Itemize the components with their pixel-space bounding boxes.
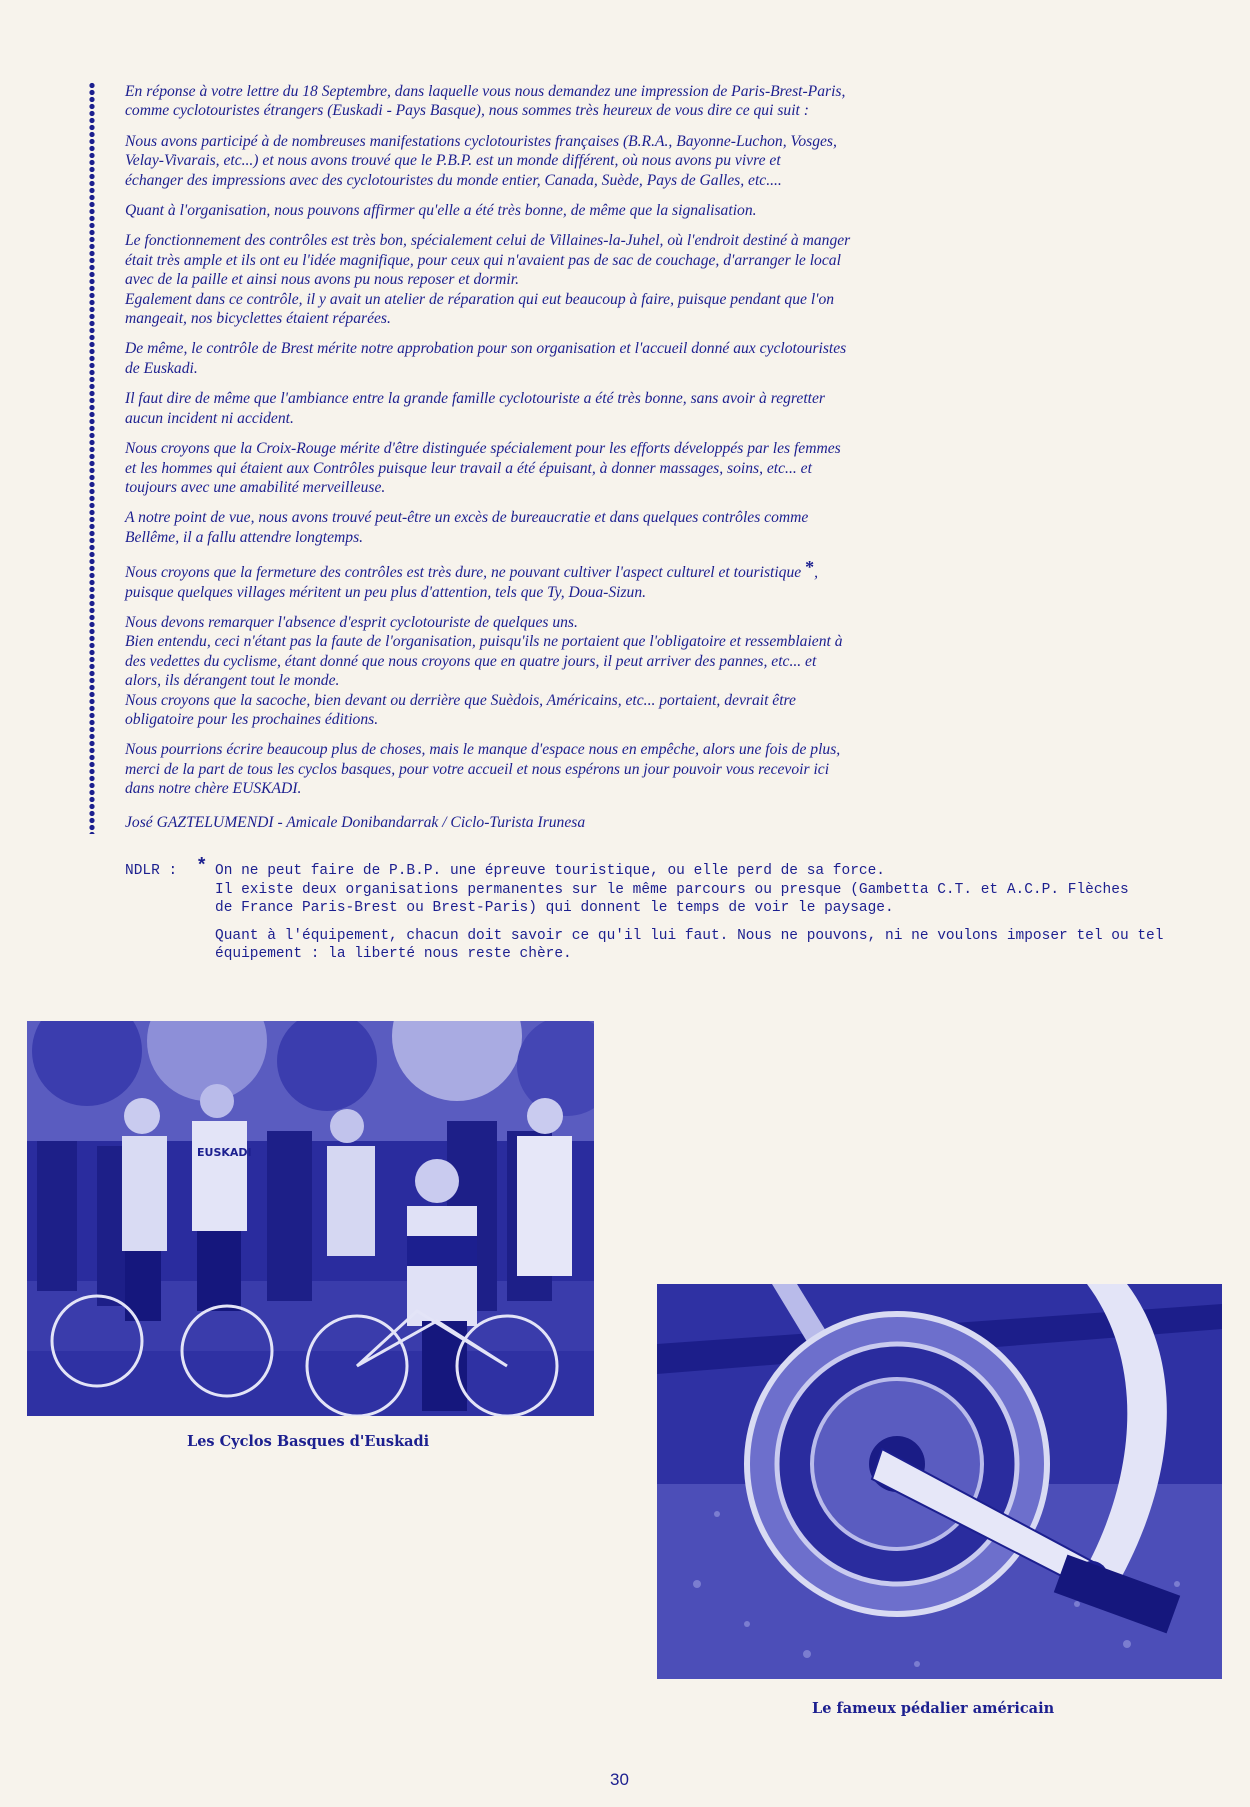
editor-note-body <box>215 862 1175 973</box>
photo-chainring <box>657 1284 1222 1679</box>
footnote-asterisk: * <box>805 557 815 578</box>
editor-note-paragraph: Quant à l'équipement, chacun doit savoir ce qu'il lui faut. Nous ne pouvons, ni ne voulons imposer tel ou tel équipement : la liberté nous reste chère. <box>215 927 1164 963</box>
letter-paragraph: Quant à l'organisation, nous pouvons affirmer qu'elle a été très bonne, de même que la signalisation. <box>125 202 757 220</box>
letter-paragraph: A notre point de vue, nous avons trouvé peut-être un excès de bureaucratie et dans quelques contrôles comme Bellême, il a fallu attendre longtemps. <box>125 509 809 546</box>
photo-basque-cyclists <box>27 1021 594 1416</box>
editor-note-asterisk: * <box>196 855 208 877</box>
letter-signature: José GAZTELUMENDI - Amicale Donibandarrak / Ciclo-Turista Irunesa <box>125 813 586 831</box>
letter-text <box>125 82 1140 843</box>
photo-caption: Le fameux pédalier américain <box>812 1700 1055 1717</box>
letter-paragraph: Nous croyons que la Croix-Rouge mérite d'être distinguée spécialement pour les efforts développés par les femmes et les hommes qui étaient aux Contrôles puisque leur travail a été épuisant, à donner massages, soins, etc... et toujours avec une amabilité merveilleuse. <box>125 440 841 496</box>
editor-note-label: NDLR : <box>125 863 178 879</box>
letter-paragraph: Nous croyons que la fermeture des contrôles est très dure, ne pouvant cultiver l'aspect culturel et touristique *, puisque quelques villages méritent un peu plus d'attention, tels que Ty, Doua-Sizun. <box>125 557 819 601</box>
photo-caption: Les Cyclos Basques d'Euskadi <box>187 1433 430 1450</box>
editor-note-paragraph: On ne peut faire de P.B.P. une épreuve touristique, ou elle perd de sa force. Il existe deux organisations permanentes sur le même parcours ou presque (Gambetta C.T. et A.C.P. Flèches de France Paris-Brest ou Brest-Paris) qui donnent le temps de voir le paysage. <box>215 863 1129 917</box>
jersey-label: EUSKADI <box>197 1146 252 1159</box>
letter-paragraph: Le fonctionnement des contrôles est très bon, spécialement celui de Villaines-la-Juhel, où l'endroit destiné à manger était très ample et ils ont eu l'idée magnifique, pour ceux qui n'avaient pas de sac de couchage, d'arranger le local avec de la paille et ainsi nous avons pu nous reposer et dormir. Egalement dans ce contrôle, il y avait un atelier de réparation qui eut beaucoup à faire, puisque pendant que l'on mangeait, nos bicyclettes étaient réparées. <box>125 232 851 328</box>
letter-paragraph: De même, le contrôle de Brest mérite notre approbation pour son organisation et l'accueil donné aux cyclotouristes de Euskadi. <box>125 340 847 377</box>
letter-paragraph: Il faut dire de même que l'ambiance entre la grande famille cyclotouriste a été très bonne, sans avoir à regretter aucun incident ni accident. <box>125 390 825 427</box>
page-number: 30 <box>610 1770 629 1789</box>
letter-paragraph: Nous devons remarquer l'absence d'esprit cyclotouriste de quelques uns. Bien entendu, ceci n'étant pas la faute de l'organisation, puisqu'ils ne portaient que l'obligatoire et ressemblaient à des vedettes du cyclisme, étant donné que nous croyons que en quatre jours, il peut arriver des pannes, etc... et alors, ils dérangent tout le monde. Nous croyons que la sacoche, bien devant ou derrière que Suèdois, Américains, etc... portaient, devrait être obligatoire pour les prochaines éditions. <box>125 613 843 728</box>
letter-dotted-border <box>88 82 96 834</box>
letter-paragraph: En réponse à votre lettre du 18 Septembre, dans laquelle vous nous demandez une impression de Paris-Brest-Paris, comme cyclotouristes étrangers (Euskadi - Pays Basque), nous sommes très heureux de vous dire ce qui suit : <box>125 83 846 120</box>
letter-paragraph: Nous pourrions écrire beaucoup plus de choses, mais le manque d'espace nous en empêche, alors une fois de plus, merci de la part de tous les cyclos basques, pour votre accueil et nous espérons un jour pouvoir vous recevoir ici dans notre chère EUSKADI. <box>125 741 841 798</box>
letter-paragraph: Nous avons participé à de nombreuses manifestations cyclotouristes françaises (B.R.A., Bayonne-Luchon, Vosges, Velay-Vivarais, etc...) et nous avons trouvé que le P.B.P. est un monde différent, où nous avons pu vivre et échanger des impressions avec des cyclotouristes du monde entier, Canada, Suède, Pays de Galles, etc.... <box>125 132 837 189</box>
